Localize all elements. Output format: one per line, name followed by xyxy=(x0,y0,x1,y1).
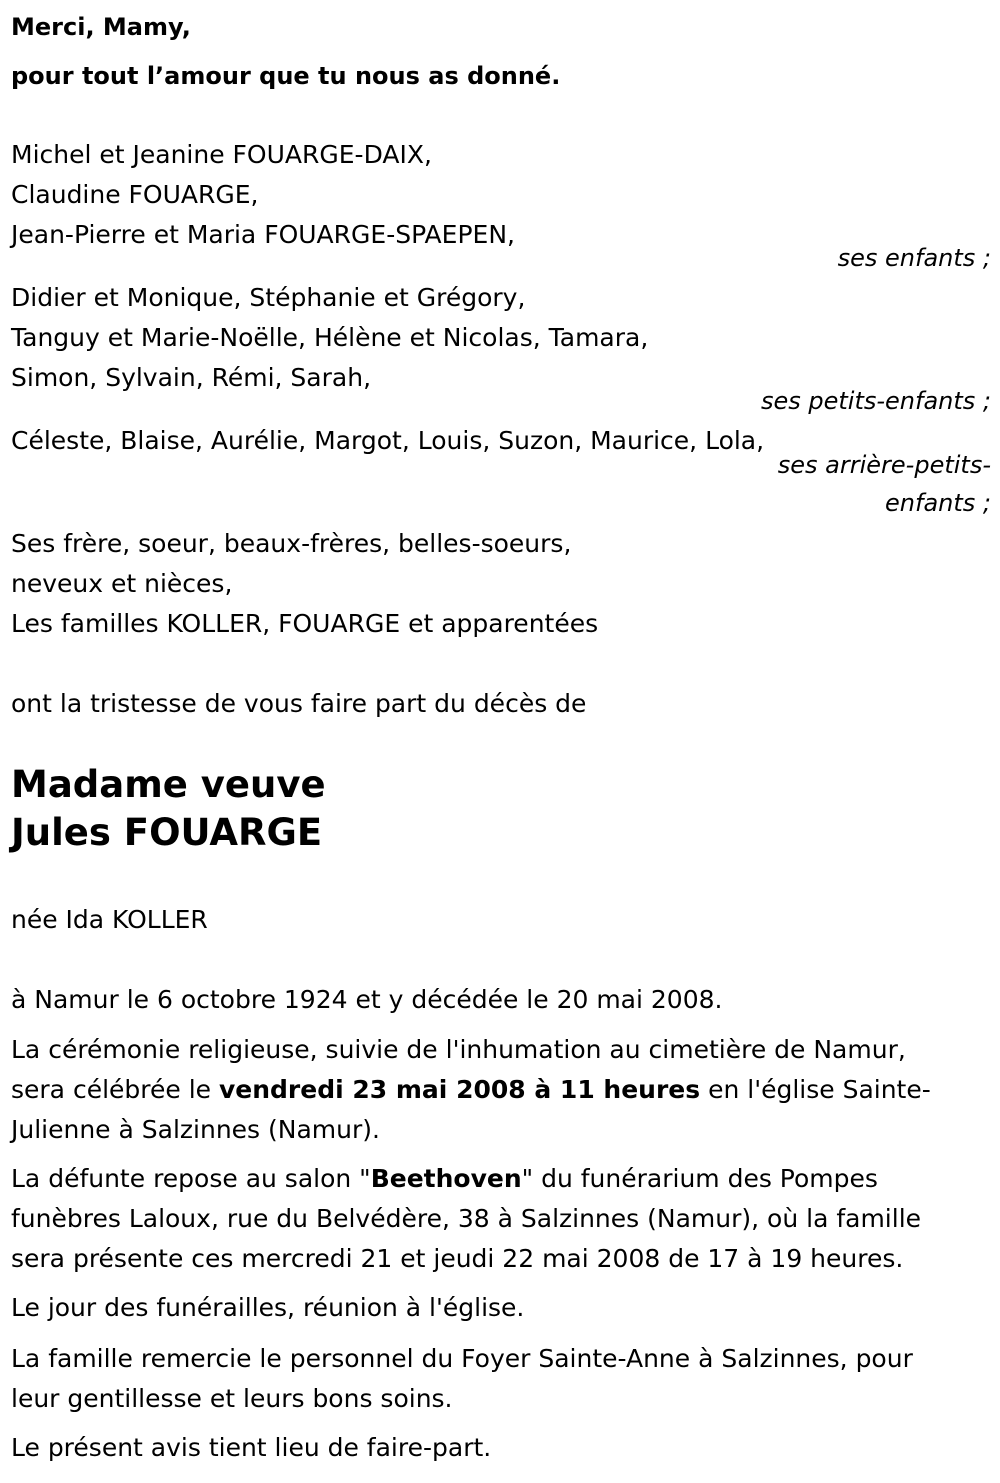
rest-line-2: funèbres Laloux, rue du Belvédère, 38 à Salzinnes (Namur), où la famille xyxy=(11,1204,922,1233)
great-grandchildren-names: Céleste, Blaise, Aurélie, Margot, Louis, Suzon, Maurice, Lola, xyxy=(11,426,765,455)
family-line: Ses frère, soeur, beaux-frères, belles-soeurs, xyxy=(11,529,572,558)
header-line-1: Merci, Mamy, xyxy=(11,13,191,41)
rest-text: " du funérarium des Pompes xyxy=(521,1164,878,1193)
announcement: ont la tristesse de vous faire part du décès de xyxy=(11,689,587,718)
ceremony-text: sera célébrée le xyxy=(11,1075,219,1104)
great-grandchildren-label-2: enfants ; xyxy=(885,489,991,517)
grandchildren-name: Simon, Sylvain, Rémi, Sarah, xyxy=(11,363,372,392)
ceremony-line-3: Julienne à Salzinnes (Namur). xyxy=(11,1115,380,1144)
birth-death: à Namur le 6 octobre 1924 et y décédée le 20 mai 2008. xyxy=(11,985,723,1014)
ceremony-line-1: La cérémonie religieuse, suivie de l'inhumation au cimetière de Namur, xyxy=(11,1035,906,1064)
children-name: Jean-Pierre et Maria FOUARGE-SPAEPEN, xyxy=(11,220,515,249)
header-line-2: pour tout l’amour que tu nous as donné. xyxy=(11,62,561,90)
rest-line-1 xyxy=(11,1164,878,1194)
ceremony-text: en l'église Sainte- xyxy=(700,1075,931,1104)
thanks-line-2: leur gentillesse et leurs bons soins. xyxy=(11,1384,453,1413)
grandchildren-name: Tanguy et Marie-Noëlle, Hélène et Nicolas, Tamara, xyxy=(11,323,649,352)
funeral-day: Le jour des funérailles, réunion à l'église. xyxy=(11,1293,525,1322)
ceremony-line-2 xyxy=(11,1075,931,1105)
deceased-name-line-2: Jules FOUARGE xyxy=(11,811,323,854)
deceased-name-line-1: Madame veuve xyxy=(11,763,326,806)
salon-name: Beethoven xyxy=(370,1164,522,1193)
rest-line-3: sera présente ces mercredi 21 et jeudi 22 mai 2008 de 17 à 19 heures. xyxy=(11,1244,904,1273)
notice: Le présent avis tient lieu de faire-part. xyxy=(11,1433,492,1462)
family-line: neveux et nièces, xyxy=(11,569,233,598)
ceremony-date: vendredi 23 mai 2008 à 11 heures xyxy=(218,1075,701,1104)
rest-text: La défunte repose au salon " xyxy=(11,1164,371,1193)
children-name: Michel et Jeanine FOUARGE-DAIX, xyxy=(11,140,432,169)
grandchildren-label: ses petits-enfants ; xyxy=(760,387,991,415)
children-label: ses enfants ; xyxy=(837,244,991,272)
great-grandchildren-label-1: ses arrière-petits- xyxy=(777,451,991,479)
family-line: Les familles KOLLER, FOUARGE et apparentées xyxy=(11,609,599,638)
maiden-name: née Ida KOLLER xyxy=(11,905,208,934)
grandchildren-name: Didier et Monique, Stéphanie et Grégory, xyxy=(11,283,526,312)
children-name: Claudine FOUARGE, xyxy=(11,180,259,209)
thanks-line-1: La famille remercie le personnel du Foyer Sainte-Anne à Salzinnes, pour xyxy=(11,1344,913,1373)
